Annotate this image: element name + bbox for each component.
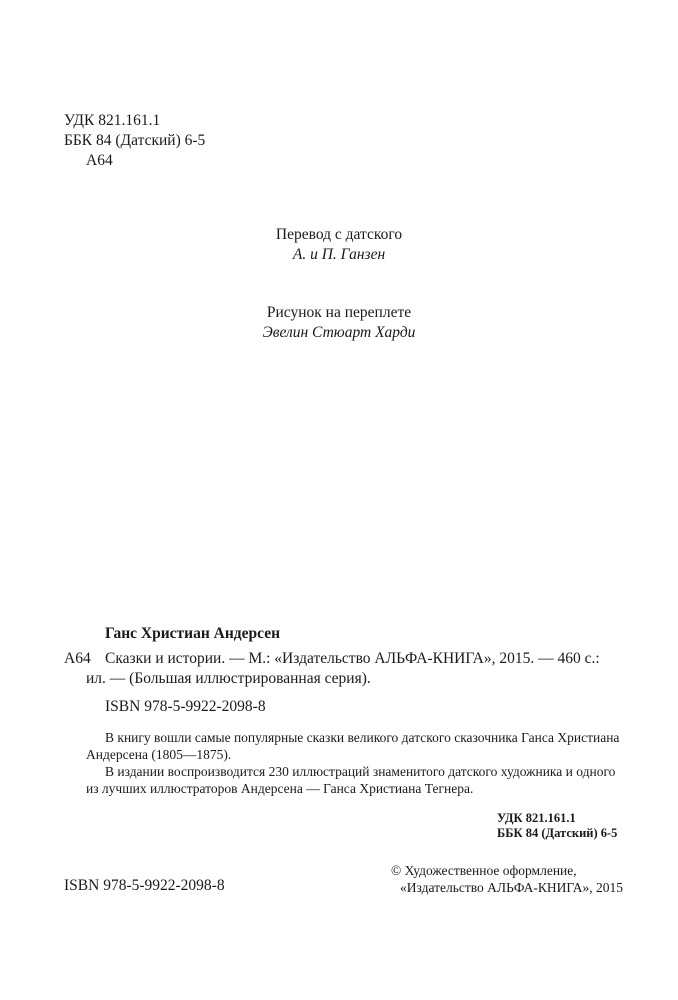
catalog-line1: Сказки и истории. — М.: «Издательство АЛЬФА-КНИГА», 2015. — 460 с.: xyxy=(105,650,600,667)
translators: А. и П. Ганзен xyxy=(292,246,386,263)
catalog-bbk: ББК 84 (Датский) 6-5 xyxy=(497,826,618,840)
annotation-line4: из лучших иллюстраторов Андерсена — Ганса Христиана Тегнера. xyxy=(86,781,474,796)
catalog-line2: ил. — (Большая иллюстрированная серия). xyxy=(86,670,371,687)
annotation-line3: В издании воспроизводится 230 иллюстраций знаменитого датского художника и одного xyxy=(105,764,616,779)
copyright-line1: © Художественное оформление, xyxy=(391,863,577,878)
catalog-index: А64 xyxy=(64,650,91,667)
catalog-author: Ганс Христиан Андерсен xyxy=(105,625,281,642)
copyright-line2: «Издательство АЛЬФА-КНИГА», 2015 xyxy=(400,880,623,895)
annotation-line2: Андерсена (1805—1875). xyxy=(86,747,232,762)
header-udk: УДК 821.161.1 xyxy=(64,112,161,129)
cover-art-label: Рисунок на переплете xyxy=(266,304,412,321)
footer-isbn: ISBN 978-5-9922-2098-8 xyxy=(64,877,225,894)
header-index: А64 xyxy=(86,152,113,169)
translation-label: Перевод с датского xyxy=(275,226,403,243)
catalog-udk: УДК 821.161.1 xyxy=(497,811,576,825)
catalog-isbn: ISBN 978-5-9922-2098-8 xyxy=(105,698,266,715)
cover-artist: Эвелин Стюарт Харди xyxy=(262,324,416,341)
header-bbk: ББК 84 (Датский) 6-5 xyxy=(64,132,206,149)
annotation-line1: В книгу вошли самые популярные сказки великого датского сказочника Ганса Христиана xyxy=(105,730,620,745)
